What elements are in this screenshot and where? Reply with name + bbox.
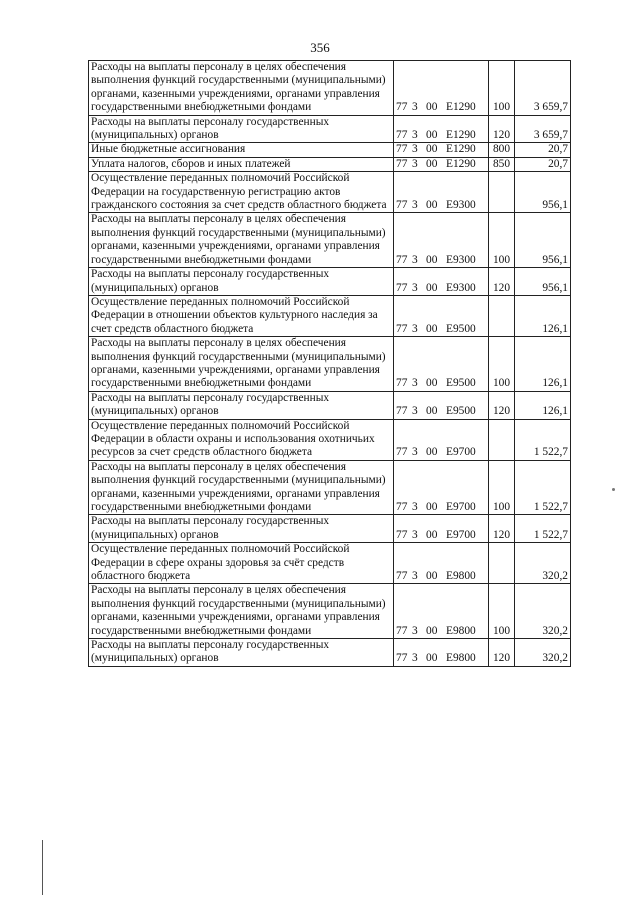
expense-type-code [489, 543, 515, 584]
row-description: Расходы на выплаты персоналу в целях обеспечения выполнения функций государственными (муниципальными) органами, казенными учреждениями, органами управления государственными внебюджетными фондами [89, 213, 394, 268]
target-article-code [394, 584, 489, 639]
code-direction: Е1290 [446, 101, 476, 114]
code-subprogram: 3 [412, 501, 418, 513]
code-direction: Е9300 [446, 253, 476, 266]
expense-type-code [489, 295, 515, 336]
expense-type-code: 120 [489, 515, 515, 543]
code-subprogram: 3 [412, 199, 418, 212]
code-direction: Е9800 [446, 652, 476, 665]
code-subprogram: 3 [412, 281, 418, 294]
row-description: Осуществление переданных полномочий Российской Федерации в сфере охраны здоровья за счёт средств областного бюджета [89, 543, 394, 584]
code-group: 00 [426, 624, 438, 637]
row-description: Расходы на выплаты персоналу государственных (муниципальных) органов [89, 115, 394, 143]
code-direction: Е9700 [446, 446, 476, 459]
target-article-code [394, 157, 489, 171]
table-row [89, 115, 571, 143]
code-program: 77 [396, 253, 408, 266]
margin-mark [42, 840, 43, 895]
expense-type-code: 120 [489, 115, 515, 143]
table-row [89, 337, 571, 392]
code-program: 77 [396, 377, 408, 390]
code-direction: Е9300 [446, 199, 476, 212]
code-program: 77 [396, 446, 408, 459]
amount: 126,1 [515, 295, 571, 336]
code-group: 00 [426, 570, 438, 583]
code-group: 00 [426, 143, 438, 156]
amount: 20,7 [515, 143, 571, 157]
amount: 956,1 [515, 268, 571, 296]
target-article-code [394, 337, 489, 392]
code-group: 00 [426, 405, 438, 418]
amount: 3 659,7 [515, 61, 571, 116]
target-article-code [394, 115, 489, 143]
expense-type-code: 800 [489, 143, 515, 157]
code-subprogram: 3 [412, 253, 418, 266]
code-group: 00 [426, 322, 438, 335]
code-program: 77 [396, 143, 408, 156]
target-article-code [394, 419, 489, 460]
target-article-code [394, 515, 489, 543]
amount: 20,7 [515, 157, 571, 171]
table-row [89, 143, 571, 157]
table-row [89, 543, 571, 584]
code-program: 77 [396, 101, 408, 114]
target-article-code [394, 61, 489, 116]
code-program: 77 [396, 570, 408, 583]
code-subprogram: 3 [412, 446, 418, 459]
code-direction: Е9700 [446, 528, 476, 541]
row-description: Иные бюджетные ассигнования [89, 143, 394, 157]
code-subprogram: 3 [412, 157, 418, 170]
amount: 956,1 [515, 172, 571, 213]
table-row [89, 157, 571, 171]
code-subprogram: 3 [412, 101, 418, 114]
target-article-code [394, 460, 489, 515]
target-article-code [394, 295, 489, 336]
target-article-code [394, 172, 489, 213]
code-group: 00 [426, 199, 438, 212]
row-description: Расходы на выплаты персоналу государственных (муниципальных) органов [89, 268, 394, 296]
expense-type-code: 100 [489, 61, 515, 116]
expense-type-code: 100 [489, 337, 515, 392]
code-direction: Е9800 [446, 624, 476, 637]
expense-type-code: 120 [489, 268, 515, 296]
table-row [89, 213, 571, 268]
code-subprogram: 3 [412, 405, 418, 418]
code-subprogram: 3 [412, 129, 418, 142]
table-row [89, 61, 571, 116]
code-group: 00 [426, 253, 438, 266]
row-description: Осуществление переданных полномочий Российской Федерации в отношении объектов культурного наследия за счет средств областного бюджета [89, 295, 394, 336]
row-description: Расходы на выплаты персоналу в целях обеспечения выполнения функций государственными (муниципальными) органами, казенными учреждениями, органами управления государственными внебюджетными фондами [89, 337, 394, 392]
expense-type-code: 100 [489, 460, 515, 515]
table-row [89, 295, 571, 336]
table-row [89, 419, 571, 460]
code-subprogram: 3 [412, 652, 418, 665]
target-article-code [394, 639, 489, 667]
expense-type-code: 100 [489, 213, 515, 268]
row-description: Расходы на выплаты персоналу в целях обеспечения выполнения функций государственными (муниципальными) органами, казенными учреждениями, органами управления государственными внебюджетными фондами [89, 584, 394, 639]
code-program: 77 [396, 528, 408, 541]
code-direction: Е1290 [446, 143, 476, 156]
code-direction: Е9300 [446, 281, 476, 294]
row-description: Уплата налогов, сборов и иных платежей [89, 157, 394, 171]
code-group: 00 [426, 157, 438, 170]
amount: 1 522,7 [515, 515, 571, 543]
code-program: 77 [396, 652, 408, 665]
row-description: Расходы на выплаты персоналу государственных (муниципальных) органов [89, 391, 394, 419]
scan-dot [612, 488, 615, 491]
amount: 126,1 [515, 391, 571, 419]
table-row [89, 584, 571, 639]
code-program: 77 [396, 624, 408, 637]
row-description: Расходы на выплаты персоналу государственных (муниципальных) органов [89, 639, 394, 667]
code-subprogram: 3 [412, 528, 418, 541]
code-subprogram: 3 [412, 377, 418, 390]
code-direction: Е9500 [446, 322, 476, 335]
code-program: 77 [396, 281, 408, 294]
code-group: 00 [426, 101, 438, 114]
expense-type-code: 120 [489, 391, 515, 419]
target-article-code [394, 391, 489, 419]
page-number: 356 [310, 40, 330, 55]
expense-type-code [489, 419, 515, 460]
amount: 1 522,7 [515, 419, 571, 460]
expense-type-code: 100 [489, 584, 515, 639]
expense-type-code: 850 [489, 157, 515, 171]
table-row [89, 460, 571, 515]
table-row [89, 172, 571, 213]
amount: 320,2 [515, 543, 571, 584]
code-program: 77 [396, 157, 408, 170]
row-description: Расходы на выплаты персоналу в целях обеспечения выполнения функций государственными (муниципальными) органами, казенными учреждениями, органами управления государственными внебюджетными фондами [89, 460, 394, 515]
code-subprogram: 3 [412, 143, 418, 156]
budget-table [88, 60, 571, 667]
amount: 320,2 [515, 639, 571, 667]
code-group: 00 [426, 501, 438, 513]
code-program: 77 [396, 405, 408, 418]
target-article-code [394, 213, 489, 268]
table-row [89, 268, 571, 296]
code-group: 00 [426, 528, 438, 541]
code-group: 00 [426, 281, 438, 294]
code-direction: Е1290 [446, 157, 476, 170]
table-row [89, 515, 571, 543]
target-article-code [394, 143, 489, 157]
code-direction: Е9500 [446, 377, 476, 390]
expense-type-code: 120 [489, 639, 515, 667]
expense-type-code [489, 172, 515, 213]
row-description: Расходы на выплаты персоналу государственных (муниципальных) органов [89, 515, 394, 543]
code-direction: Е9700 [446, 501, 476, 513]
table-row [89, 639, 571, 667]
code-program: 77 [396, 322, 408, 335]
row-description: Осуществление переданных полномочий Российской Федерации на государственную регистрацию актов гражданского состояния за счет средств областного бюджета [89, 172, 394, 213]
amount: 126,1 [515, 337, 571, 392]
target-article-code [394, 268, 489, 296]
row-description: Осуществление переданных полномочий Российской Федерации в области охраны и использования охотничьих ресурсов за счет средств областного бюджета [89, 419, 394, 460]
target-article-code [394, 543, 489, 584]
code-direction: Е9800 [446, 570, 476, 583]
code-direction: Е1290 [446, 129, 476, 142]
code-group: 00 [426, 129, 438, 142]
code-program: 77 [396, 501, 408, 513]
amount: 956,1 [515, 213, 571, 268]
code-group: 00 [426, 446, 438, 459]
amount: 3 659,7 [515, 115, 571, 143]
code-program: 77 [396, 199, 408, 212]
code-subprogram: 3 [412, 322, 418, 335]
amount: 1 522,7 [515, 460, 571, 515]
code-group: 00 [426, 652, 438, 665]
code-subprogram: 3 [412, 624, 418, 637]
row-description: Расходы на выплаты персоналу в целях обеспечения выполнения функций государственными (муниципальными) органами, казенными учреждениями, органами управления государственными внебюджетными фондами [89, 61, 394, 116]
code-subprogram: 3 [412, 570, 418, 583]
table-row [89, 391, 571, 419]
code-direction: Е9500 [446, 405, 476, 418]
code-program: 77 [396, 129, 408, 142]
code-group: 00 [426, 377, 438, 390]
amount: 320,2 [515, 584, 571, 639]
